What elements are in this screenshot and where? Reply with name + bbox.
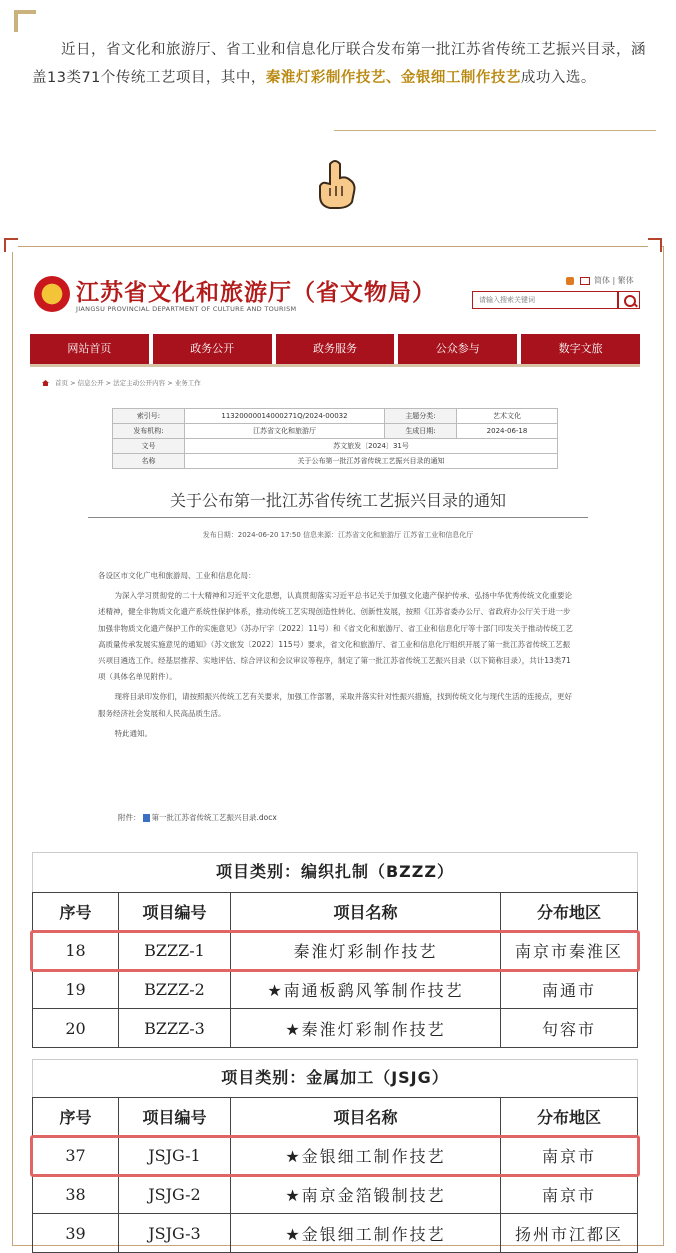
- column-header: 分布地区: [501, 893, 638, 931]
- document-title: 关于公布第一批江苏省传统工艺振兴目录的通知: [169, 491, 506, 510]
- cell-region: 扬州市江都区: [501, 1214, 638, 1253]
- cell-region: 南京市: [501, 1136, 638, 1175]
- table-row: [33, 1009, 638, 1048]
- cell-seq: 20: [33, 1009, 119, 1048]
- word-file-icon: [143, 814, 150, 822]
- home-icon[interactable]: [42, 380, 49, 386]
- meta-key: 发布机构:: [113, 424, 185, 439]
- meta-key: 名称: [113, 454, 185, 469]
- divider-line: [334, 130, 656, 131]
- meta-key: 生成日期:: [385, 424, 457, 439]
- category-header: 项目类别：编织扎制（BZZZ）: [32, 852, 638, 892]
- column-header: 项目编号: [119, 893, 231, 931]
- cell-name: ★秦淮灯彩制作技艺: [231, 1009, 501, 1048]
- pointing-hand-icon: [312, 158, 358, 210]
- column-header: 序号: [33, 893, 119, 931]
- cell-code: BZZZ-2: [119, 970, 231, 1009]
- table-row: [33, 970, 638, 1009]
- cell-seq: 18: [33, 931, 119, 970]
- cell-region: 南通市: [501, 970, 638, 1009]
- cell-code: BZZZ-1: [119, 931, 231, 970]
- column-header: 分布地区: [501, 1098, 638, 1136]
- column-header: 项目编号: [119, 1098, 231, 1136]
- frame-corner-left: [4, 238, 18, 252]
- attachment: 附件： 第一批江苏省传统工艺振兴目录.docx: [118, 813, 277, 822]
- body-paragraph: 现将目录印发你们，请按照振兴传统工艺有关要求，加强工作部署，采取并落实针对性振兴措施，找到传统文化与现代生活的连接点，更好服务经济社会发展和人民高品质生活。: [98, 692, 572, 718]
- table-row: [33, 1214, 638, 1253]
- meta-value: 2024-06-18: [457, 424, 558, 439]
- attachment-link[interactable]: 第一批江苏省传统工艺振兴目录.docx: [151, 813, 277, 822]
- cell-seq: 39: [33, 1214, 119, 1253]
- cell-code: JSJG-2: [119, 1175, 231, 1214]
- cell-code: JSJG-3: [119, 1214, 231, 1253]
- cell-code: BZZZ-3: [119, 1009, 231, 1048]
- meta-value: 江苏省文化和旅游厅: [185, 424, 385, 439]
- intro-paragraph: 近日，省文化和旅游厅、省工业和信息化厅联合发布第一批江苏省传统工艺振兴目录，涵盖13类71个传统工艺项目，其中，秦淮灯彩制作技艺、金银细工制作技艺成功入选。: [32, 42, 646, 86]
- nav-item-gov-services[interactable]: 政务服务: [276, 334, 395, 364]
- cell-name: ★金银细工制作技艺: [231, 1214, 501, 1253]
- title-divider: [88, 517, 588, 518]
- cell-region: 南京市: [501, 1175, 638, 1214]
- salutation: 各设区市文化广电和旅游局、工业和信息化局：: [98, 571, 256, 580]
- nav-shadow: [30, 364, 640, 367]
- nav-item-participation[interactable]: 公众参与: [398, 334, 517, 364]
- cell-seq: 19: [33, 970, 119, 1009]
- cell-name: ★南通板鹞风筝制作技艺: [231, 970, 501, 1009]
- cell-code: JSJG-1: [119, 1136, 231, 1175]
- cell-seq: 38: [33, 1175, 119, 1214]
- column-header: 项目名称: [231, 1098, 501, 1136]
- meta-value: 苏文旅发〔2024〕31号: [185, 439, 558, 454]
- column-header: 序号: [33, 1098, 119, 1136]
- cell-seq: 37: [33, 1136, 119, 1175]
- search-icon[interactable]: [618, 291, 640, 309]
- document-body: [98, 568, 576, 746]
- meta-value: 艺术文化: [457, 409, 558, 424]
- closing-text: 特此通知。: [114, 728, 152, 738]
- row-highlight: [30, 1135, 640, 1177]
- site-subtitle: JIANGSU PROVINCIAL DEPARTMENT OF CULTURE AND TOURISM: [76, 305, 297, 313]
- document-meta-table: [112, 408, 558, 469]
- national-emblem-icon: [34, 276, 70, 312]
- intro-highlight: 秦淮灯彩制作技艺、金银细工制作技艺: [265, 70, 521, 86]
- meta-value: 关于公布第一批江苏省传统工艺振兴目录的通知: [185, 454, 558, 469]
- meta-key: 索引号:: [113, 409, 185, 424]
- top-links[interactable]: 简体 | 繁体: [566, 275, 634, 286]
- nav-item-gov-affairs[interactable]: 政务公开: [153, 334, 272, 364]
- rss-icon[interactable]: [566, 277, 574, 285]
- cell-name: ★南京金箔锻制技艺: [231, 1175, 501, 1214]
- meta-key: 主题分类:: [385, 409, 457, 424]
- cell-name: ★金银细工制作技艺: [231, 1136, 501, 1175]
- cell-region: 句容市: [501, 1009, 638, 1048]
- category-header: 项目类别：金属加工（JSJG）: [32, 1059, 638, 1097]
- table-row: [33, 1175, 638, 1214]
- nav-item-digital[interactable]: 数字文旅: [521, 334, 640, 364]
- body-paragraph: 为深入学习贯彻党的二十大精神和习近平文化思想，认真贯彻落实习近平总书记关于加强文化遗产保护传承、弘扬中华优秀传统文化重要论述精神，健全非物质文化遗产系统性保护体系，推动传统工艺实现创造性转化、创新性发展，按照《江苏省委办公厅、省政府办公厅关于进一步加强非物质文化遗产保护工作的实施意见》（苏办厅字〔2022〕11号）和《省文化和旅游厅、省工业和信息化厅等十部门印发关于推动传统工艺高质量传承发展实施意见的通知》（苏文旅发〔2022〕115号）要求，省文化和旅游厅、省工业和信息化厅组织开展了第一批江苏省传统工艺振兴项目遴选工作。经基层推荐、实地评估、综合评议和会议审议等程序，制定了第一批江苏省传统工艺振兴目录（以下简称目录），共计13类71项（具体名单见附件）。: [98, 591, 573, 682]
- row-highlight: [30, 930, 640, 972]
- main-nav: [30, 334, 640, 364]
- site-title: 江苏省文化和旅游厅（省文物局）: [76, 279, 436, 306]
- document-publish-info: 发布日期：2024-06-20 17:50 信息来源：江苏省文化和旅游厅 江苏省工业和信息化厅: [202, 531, 474, 539]
- breadcrumb[interactable]: 首页 > 信息公开 > 法定主动公开内容 > 业务工作: [42, 378, 201, 387]
- frame-corner-right: [648, 238, 662, 252]
- document-icon[interactable]: [580, 277, 590, 285]
- search-input[interactable]: [472, 291, 618, 309]
- cell-name: 秦淮灯彩制作技艺: [231, 931, 501, 970]
- meta-value: 11320000014000271Q/2024-00032: [185, 409, 385, 424]
- corner-decoration: [14, 10, 36, 32]
- nav-item-home[interactable]: 网站首页: [30, 334, 149, 364]
- column-header: 项目名称: [231, 893, 501, 931]
- cell-region: 南京市秦淮区: [501, 931, 638, 970]
- meta-key: 文号: [113, 439, 185, 454]
